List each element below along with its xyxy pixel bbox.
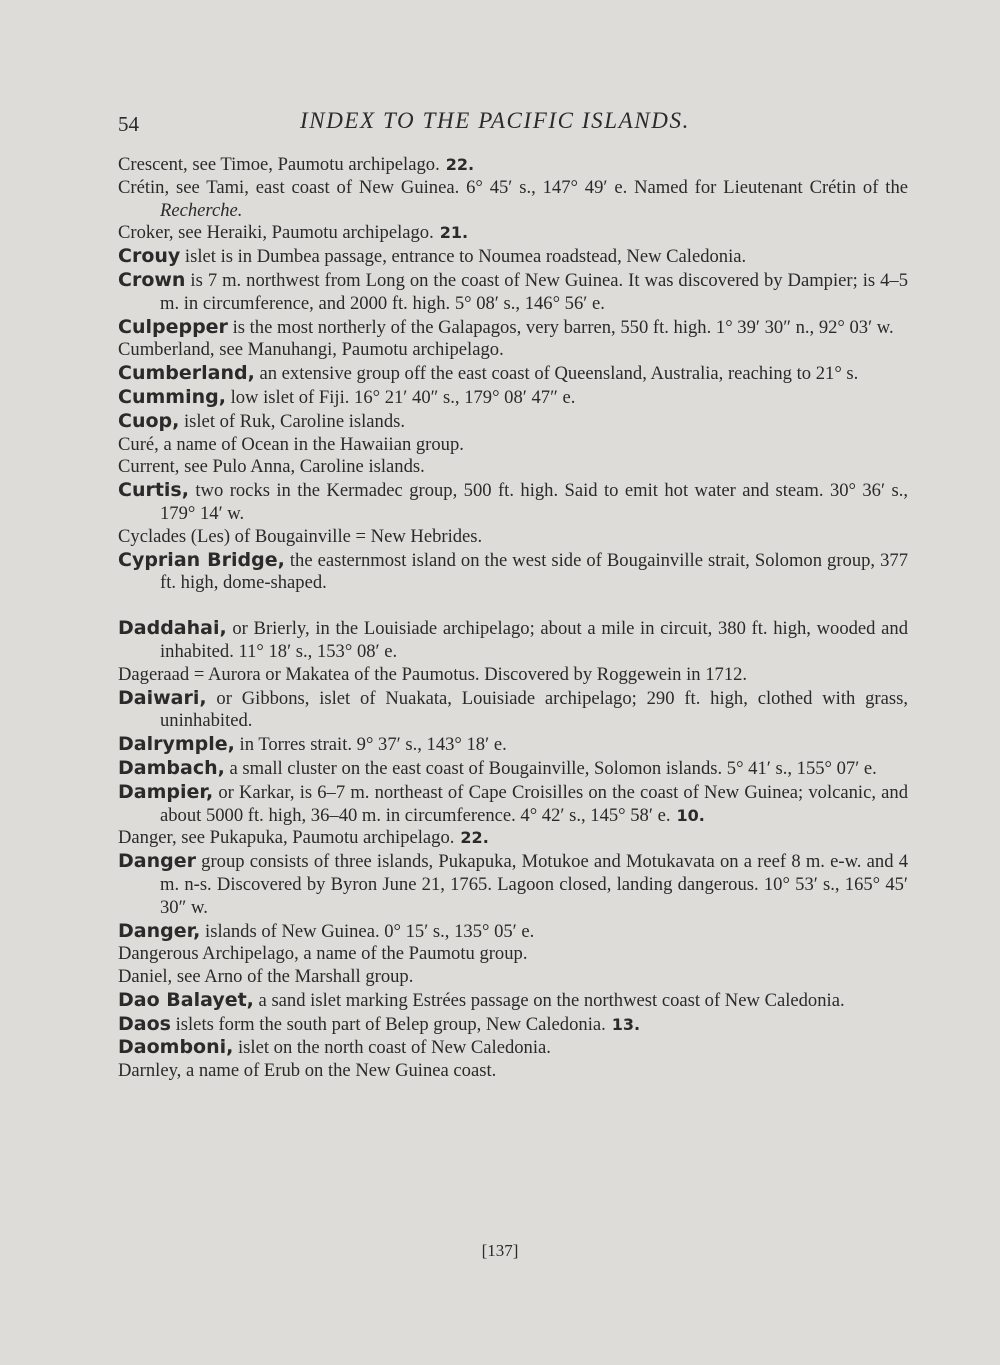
index-entry [118, 757, 908, 781]
index-entry [118, 687, 908, 734]
entry-headword: Curtis, [118, 479, 189, 502]
entry-text: Daniel, see Arno of the Marshall group. [118, 966, 414, 988]
entry-text: is the most northerly of the Galapagos, very barren, 550 ft. high. 1° 39′ 30″ n., 92° 03′ w. [227, 316, 894, 338]
entry-text: Dageraad = Aurora or Makatea of the Paumotus. Discovered by Roggewein in 1712. [118, 663, 748, 685]
index-entry [118, 664, 908, 687]
index-entry [118, 410, 908, 434]
entry-headword: Daos [118, 1012, 171, 1035]
entry-page-ref: 22. [445, 155, 475, 174]
entry-headword: Cuop, [118, 409, 180, 432]
index-entry [118, 733, 908, 757]
entry-text: Croker, see Heraiki, Paumotu archipelago. [118, 222, 434, 244]
entry-headword: Daomboni, [118, 1036, 234, 1059]
index-entry [118, 222, 908, 245]
entry-headword: Dambach, [118, 756, 225, 779]
entry-text: Crescent, see Timoe, Paumotu archipelago. [118, 154, 440, 175]
entry-text: Crétin, see Tami, east coast of New Guinea. 6° 45′ s., 147° 49′ e. Named for Lieutenant Crétin of the [118, 176, 908, 198]
entry-text: the easternmost island on the west side of Bougainville strait, Solomon group, 377 ft. high, dome-shaped. [160, 549, 908, 594]
index-entry [118, 827, 908, 850]
index-entry [118, 269, 908, 316]
entry-text: islet on the north coast of New Caledonia. [233, 1037, 551, 1059]
index-entry [118, 617, 908, 664]
entry-text: low islet of Fiji. 16° 21′ 40″ s., 179° 08′ 47″ e. [225, 386, 576, 408]
entry-text: islet of Ruk, Caroline islands. [179, 410, 406, 432]
entry-text: Cumberland, see Manuhangi, Paumotu archipelago. [118, 339, 504, 361]
entry-headword: Cumming, [118, 385, 226, 408]
index-entry [118, 362, 908, 386]
entry-text: islet is in Dumbea passage, entrance to Noumea roadstead, New Caledonia. [180, 246, 747, 268]
index-entry [118, 456, 908, 479]
index-entry [118, 434, 908, 457]
entry-headword: Dao Balayet, [118, 988, 254, 1011]
entry-italic: Recherche. [160, 199, 243, 221]
index-entry [118, 1060, 908, 1083]
index-entry [118, 245, 908, 269]
entry-text: Danger, see Pukapuka, Paumotu archipelago. [118, 827, 455, 849]
entry-page-ref: 10. [676, 805, 705, 825]
entry-text: in Torres strait. 9° 37′ s., 143° 18′ e. [234, 734, 507, 756]
index-entry [118, 316, 908, 340]
entry-text: or Karkar, is 6–7 m. northeast of Cape Croisilles on the coast of New Guinea; volcanic, and about 5000 ft. high, 36–40 m. in circumference. 4° 42′ s., 145° 58′ e. [160, 781, 908, 826]
index-entry [118, 526, 908, 549]
entry-text: or Brierly, in the Louisiade archipelago; about a mile in circuit, 380 ft. high, wooded and inhabited. 11° 18′ s., 153° 08′ e. [160, 618, 908, 662]
entry-page-ref: 21. [439, 223, 469, 243]
entry-headword: Daddahai, [118, 617, 227, 640]
entry-text: group consists of three islands, Pukapuka, Motukoe and Motukavata on a reef 8 m. e-w. and 4 m. n-s. Discovered by Byron June 21, 1765. Lagoon closed, landing dangerous. 10° 53′ s., 165° 45′ 30″ w. [160, 851, 908, 918]
page-number: 54 [118, 112, 139, 136]
entry-headword: Dalrymple, [118, 733, 235, 756]
entry-headword: Culpepper [118, 315, 228, 338]
entry-headword: Crouy [118, 245, 181, 268]
index-entry [118, 989, 908, 1013]
entry-text: Curé, a name of Ocean in the Hawaiian group. [118, 433, 464, 455]
entry-text: an extensive group off the east coast of Queensland, Australia, reaching to 21° s. [254, 363, 859, 385]
entry-headword: Cumberland, [118, 362, 255, 385]
entry-text: a sand islet marking Estrées passage on the northwest coast of New Caledonia. [253, 989, 845, 1011]
entry-headword: Crown [118, 268, 186, 291]
index-entry [118, 339, 908, 362]
entry-text: or Gibbons, islet of Nuakata, Louisiade archipelago; 290 ft. high, clothed with grass, uninhabited. [160, 687, 908, 732]
entry-text: two rocks in the Kermadec group, 500 ft. high. Said to emit hot water and steam. 30° 36′ s., 179° 14′ w. [160, 480, 908, 524]
index-entry [118, 920, 908, 944]
entry-page-ref: 22. [460, 828, 489, 848]
index-entry [118, 549, 908, 596]
entry-headword: Daiwari, [118, 686, 207, 709]
entry-text: islets form the south part of Belep group, New Caledonia. [170, 1013, 606, 1035]
entry-text: is 7 m. northwest from Long on the coast of New Guinea. It was discovered by Dampier; is 4–5 m. in circumference, and 2000 ft. high. 5° 08′ s., 146° 56′ e. [160, 269, 908, 314]
index-entry [118, 966, 908, 989]
index-entry [118, 386, 908, 410]
signature-mark: [137] [481, 1241, 519, 1260]
entry-text: islands of New Guinea. 0° 15′ s., 135° 05′ e. [200, 920, 535, 942]
index-entry [118, 479, 908, 526]
entry-text: Cyclades (Les) of Bougainville = New Hebrides. [118, 525, 483, 547]
entry-text: Dangerous Archipelago, a name of the Paumotu group. [118, 943, 528, 965]
index-entry [118, 781, 908, 828]
entry-headword: Dampier, [118, 780, 214, 803]
entry-text: Current, see Pulo Anna, Caroline islands. [118, 456, 425, 478]
index-entry [118, 177, 908, 223]
index-entry [118, 943, 908, 966]
index-entry [118, 1013, 908, 1037]
entry-headword: Danger, [118, 919, 201, 942]
entry-text: Darnley, a name of Erub on the New Guinea coast. [118, 1060, 497, 1082]
index-entry [118, 154, 908, 177]
entry-headword: Cyprian Bridge, [118, 548, 285, 571]
running-title: INDEX TO THE PACIFIC ISLANDS. [300, 108, 690, 133]
index-entry [118, 850, 908, 919]
index-entry [118, 1036, 908, 1060]
entry-text: a small cluster on the east coast of Bougainville, Solomon islands. 5° 41′ s., 155° 07′ e. [224, 757, 877, 779]
index-entries [118, 154, 908, 1083]
entry-headword: Danger [118, 850, 196, 873]
entry-page-ref: 13. [611, 1014, 641, 1034]
